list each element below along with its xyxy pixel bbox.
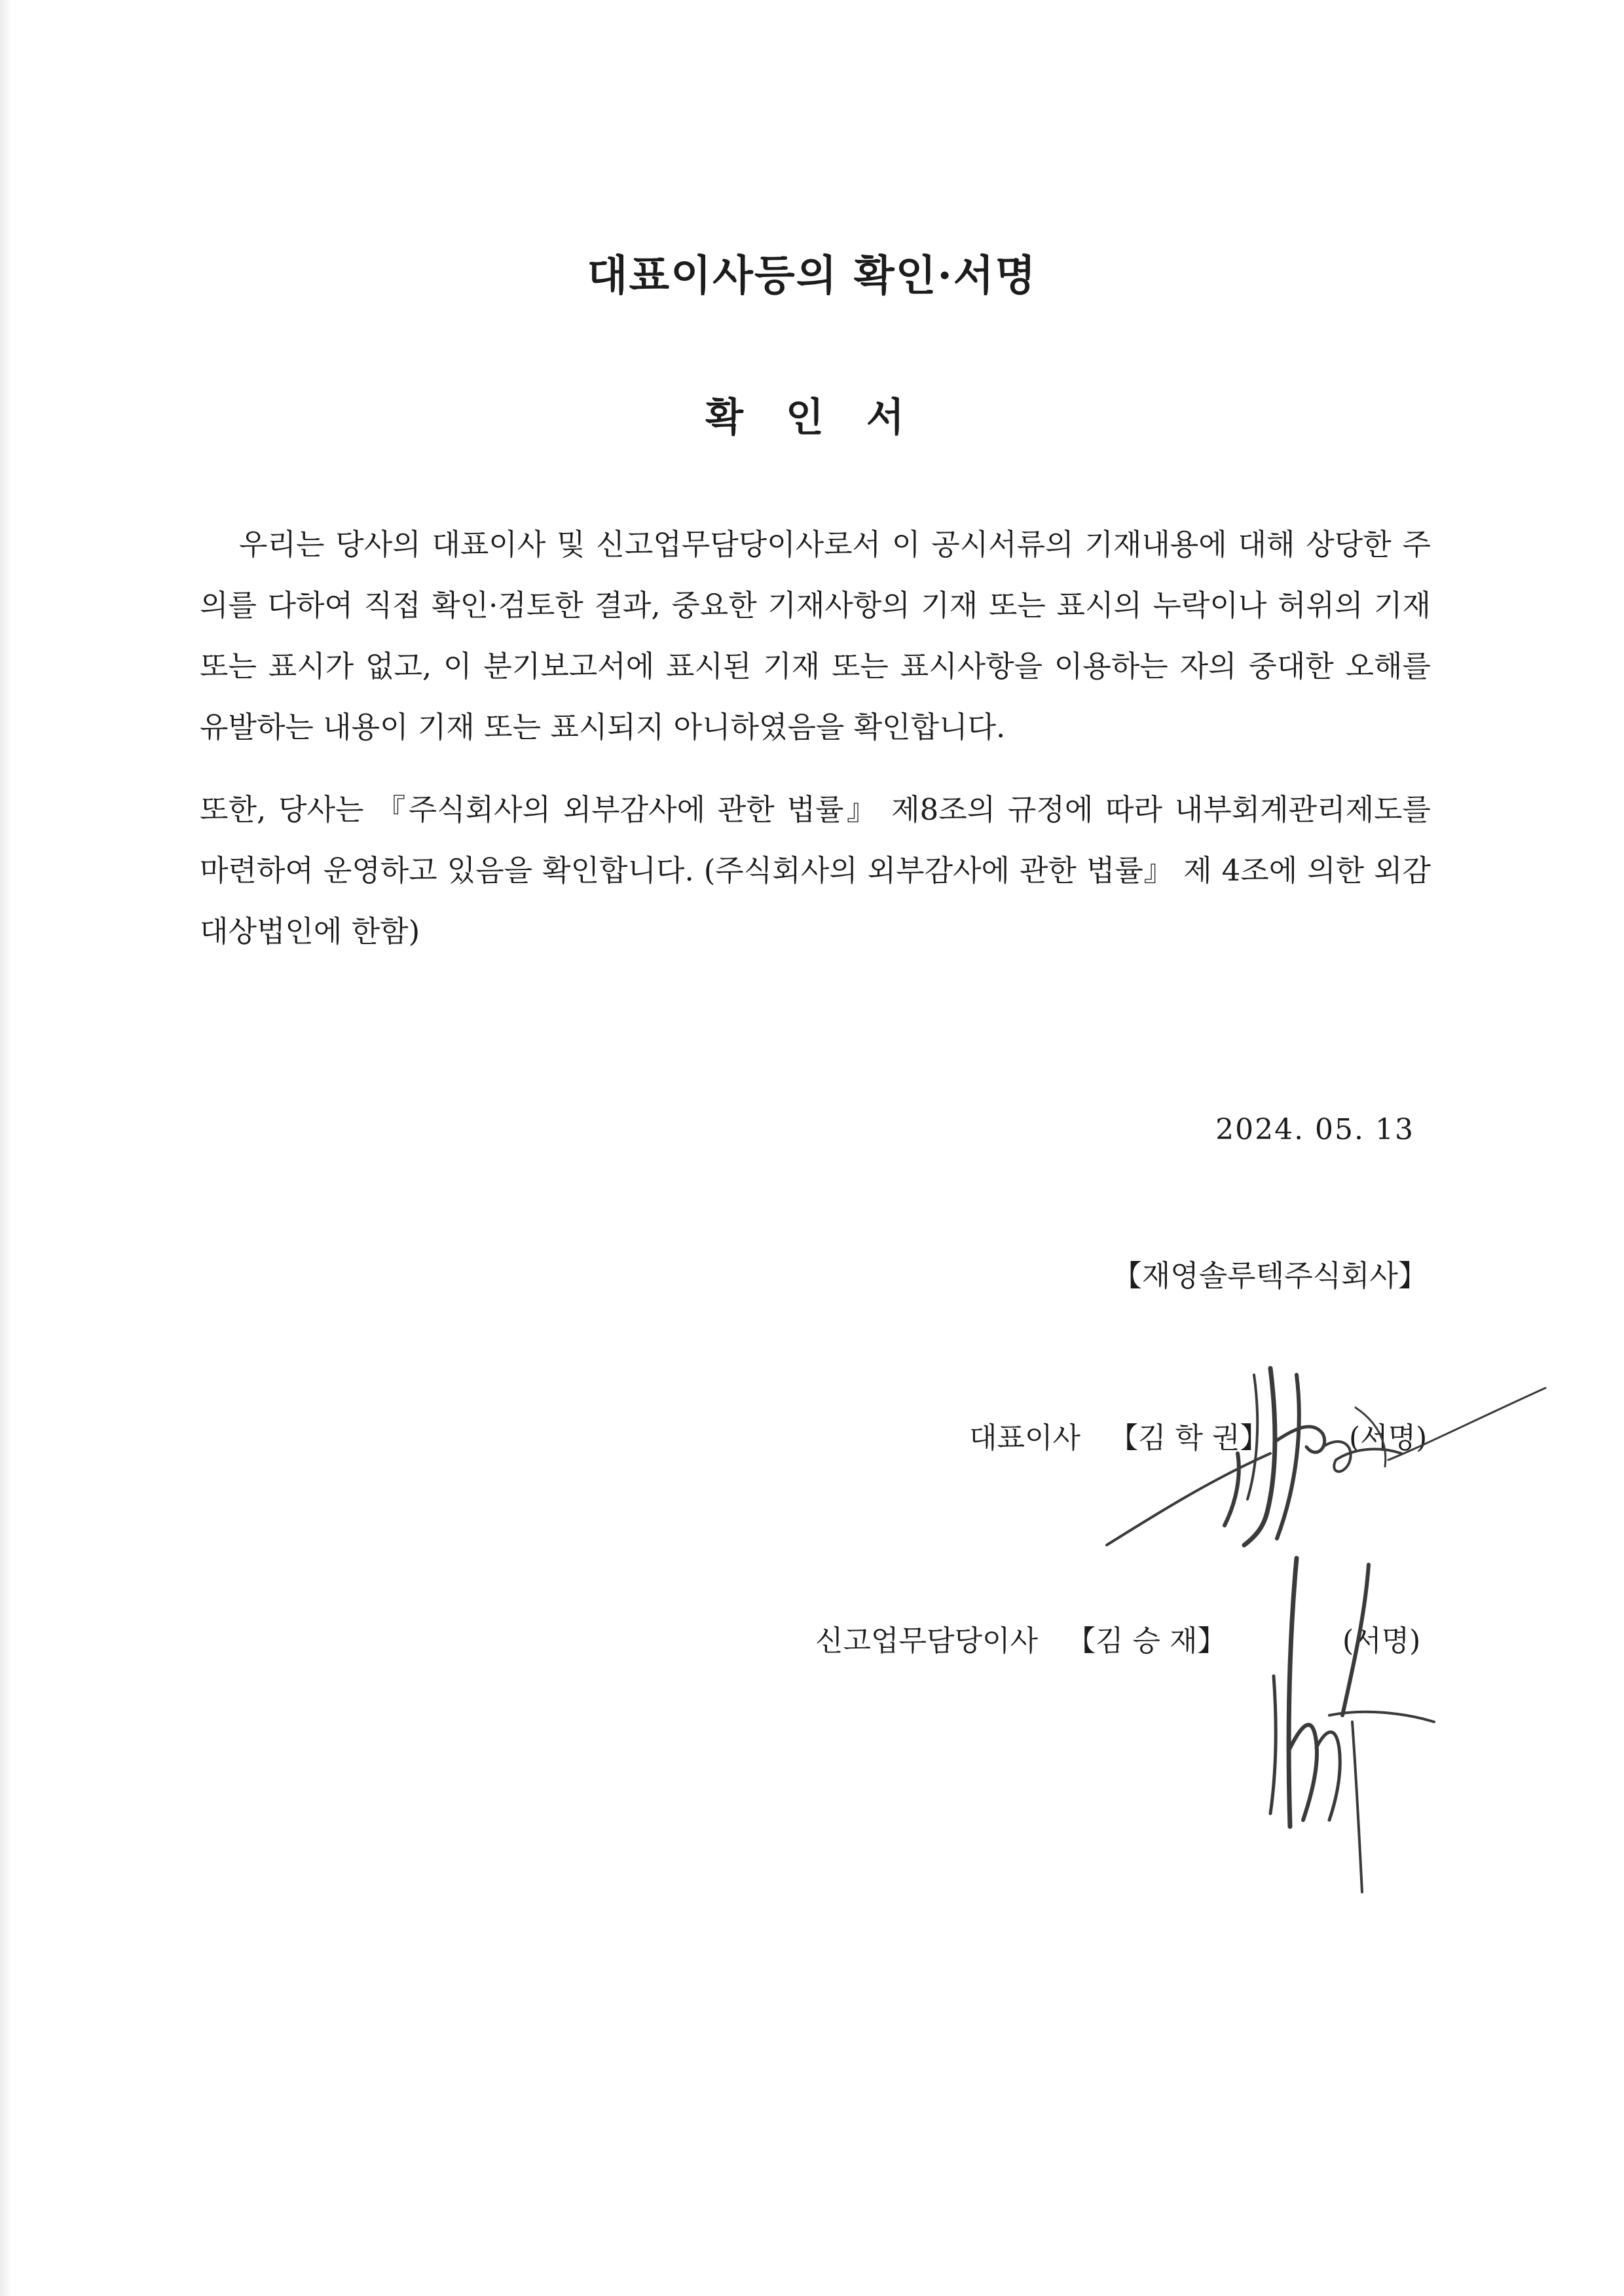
cfo-sign-label: (서명) [1342, 1624, 1421, 1658]
document-date: 2024. 05. 13 [1215, 1113, 1414, 1146]
ceo-handwritten-signature [1080, 1349, 1552, 1571]
ceo-role: 대표이사 [969, 1421, 1081, 1455]
cfo-name: 【김 승 재】 [1067, 1624, 1227, 1658]
document-subtitle: 확 인 서 [705, 395, 919, 441]
cfo-handwritten-signature [1251, 1552, 1467, 1918]
cfo-signature-row [815, 1617, 1227, 1659]
cfo-role: 신고업무담당이사 [815, 1624, 1039, 1658]
document-title: 대표이사등의 확인·서명 [587, 251, 1037, 301]
confirmation-paragraph: 우리는 당사의 대표이사 및 신고업무담당이사로서 이 공시서류의 기재내용에 대해 상당한 주의를 다하여 직접 확인·검토한 결과, 중요한 기재사항의 기재 또는 표시의 누락이나 허위의 기재 또는 표시가 없고, 이 분기보고서에 표시된 기재 또는 표시사항을 이용하는 자의 중대한 오해를 유발하는 내용이 기재 또는 표시되지 아니하였음을 확인합니다. [200, 527, 1431, 744]
internal-control-paragraph: 또한, 당사는 『주식회사의 외부감사에 관한 법률』 제8조의 규정에 따라 내부회계관리제도를 마련하여 운영하고 있음을 확인합니다. (주식회사의 외부감사에 관한 법률』 제 4조에 의한 외감대상법인에 한함) [200, 792, 1431, 949]
page-edge [0, 0, 12, 2296]
ceo-name: 【김 학 권】 [1109, 1421, 1269, 1455]
company-name: 【재영솔루텍주식회사】 [1112, 1258, 1428, 1293]
ceo-sign-label: (서명) [1349, 1421, 1428, 1455]
